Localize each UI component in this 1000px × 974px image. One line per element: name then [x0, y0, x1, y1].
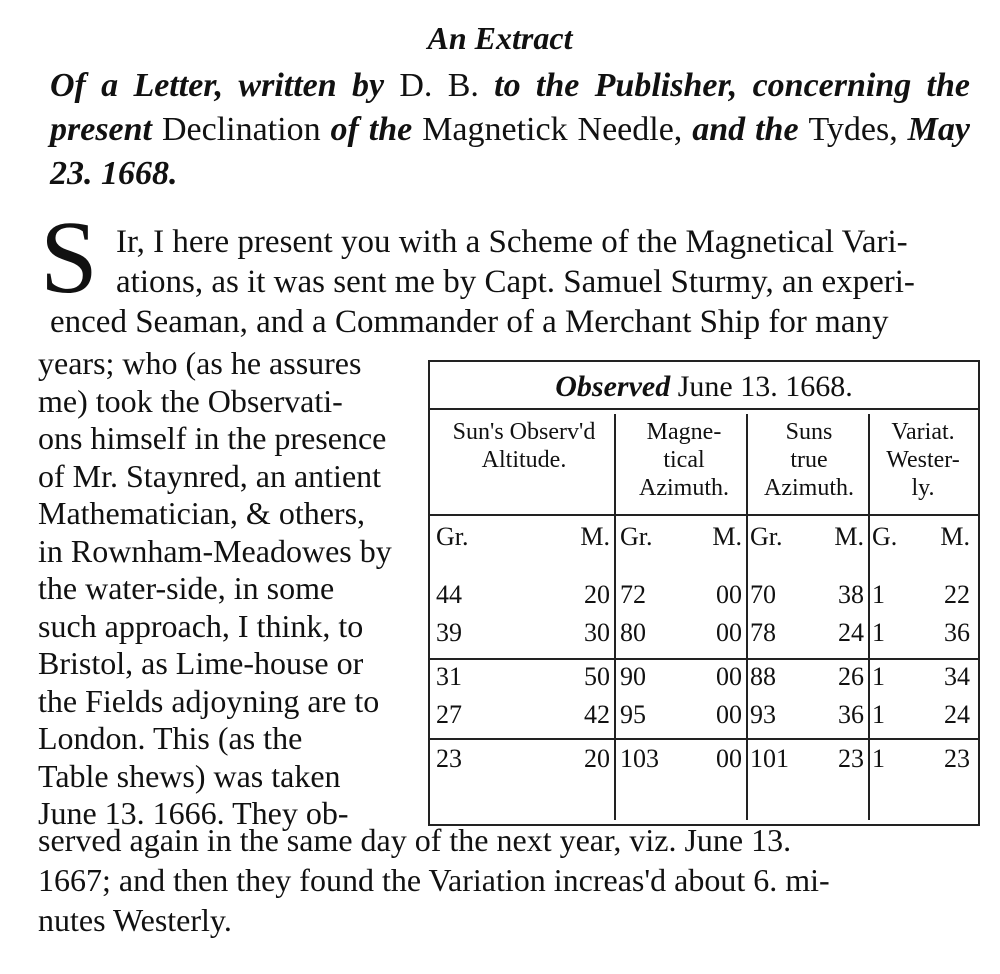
table-cell: 24	[944, 700, 970, 729]
table-cell: 27	[436, 700, 462, 729]
col-head-line: true	[790, 447, 828, 473]
table-cell: 93	[750, 700, 776, 729]
table-cell: 44	[436, 580, 462, 609]
table-cell: 88	[750, 662, 776, 691]
table-rule	[430, 514, 978, 516]
paragraph-left-column	[38, 345, 418, 833]
text-line: in Rownham-Meadowes by	[38, 532, 392, 569]
col-head-true-azimuth	[750, 418, 868, 502]
text-line: Ir, I here present you with a Scheme of the Magnetical Vari-	[116, 224, 908, 260]
table-cell: 00	[716, 618, 742, 647]
table-cell: 00	[716, 744, 742, 773]
table-title-date: June 13. 1668.	[670, 370, 853, 403]
text-line: years; who (as he assures	[38, 345, 362, 381]
heading-part-5: of the	[320, 111, 423, 148]
text-line: the Fields adjoyning are to	[38, 682, 380, 719]
heading-part-6: Magnetick Needle,	[422, 111, 683, 148]
table-cell: 1	[872, 744, 885, 773]
paragraph-opening	[116, 222, 978, 302]
table-cell: 23	[944, 744, 970, 773]
table-cell: 50	[584, 662, 610, 691]
table-title	[430, 370, 978, 404]
drop-cap: S	[40, 200, 98, 315]
unit-head: M.	[834, 522, 864, 551]
table-cell: 78	[750, 618, 776, 647]
heading-part-7: and the	[682, 111, 809, 148]
table-rule	[430, 658, 978, 660]
table-title-italic: Observed	[555, 370, 671, 403]
table-cell: 00	[716, 580, 742, 609]
table-cell: 90	[620, 662, 646, 691]
table-cell: 1	[872, 662, 885, 691]
col-head-line: Sun's Observ'd	[452, 419, 596, 445]
observation-table	[428, 360, 980, 826]
col-head-line: Azimuth.	[639, 475, 729, 501]
table-cell: 26	[838, 662, 864, 691]
text-line: me) took the Observati-	[38, 382, 343, 419]
table-cell: 36	[838, 700, 864, 729]
table-cell: 101	[750, 744, 789, 773]
unit-head: M.	[580, 522, 610, 551]
col-head-altitude	[434, 418, 614, 474]
paragraph-closing	[38, 820, 978, 940]
heading-part-1: Of a Letter, written by	[50, 67, 400, 104]
text-line: ations, as it was sent me by Capt. Samuel Sturmy, an experi-	[116, 264, 915, 300]
text-line: such approach, I think, to	[38, 607, 364, 644]
table-cell: 80	[620, 618, 646, 647]
text-line: June 13. 1666. They ob-	[38, 795, 349, 831]
table-cell: 103	[620, 744, 659, 773]
table-column-rule	[746, 414, 748, 820]
col-head-line: Wester-	[886, 447, 960, 473]
table-cell: 00	[716, 700, 742, 729]
table-cell: 95	[620, 700, 646, 729]
table-cell: 36	[944, 618, 970, 647]
col-head-line: Azimuth.	[764, 475, 854, 501]
col-head-line: Magne-	[646, 419, 722, 445]
text-line: served again in the same day of the next year, viz. June 13.	[38, 822, 792, 858]
table-cell: 20	[584, 580, 610, 609]
table-cell: 30	[584, 618, 610, 647]
table-cell: 20	[584, 744, 610, 773]
table-cell: 34	[944, 662, 970, 691]
table-cell: 23	[838, 744, 864, 773]
col-head-line: Suns	[785, 419, 833, 445]
unit-head: G.	[872, 522, 898, 551]
table-cell: 24	[838, 618, 864, 647]
text-line: Table shews) was taken	[38, 757, 341, 794]
col-head-line: Variat.	[891, 419, 955, 445]
table-cell: 00	[716, 662, 742, 691]
table-cell: 1	[872, 580, 885, 609]
col-head-line: Altitude.	[481, 447, 567, 473]
table-cell: 38	[838, 580, 864, 609]
table-cell: 23	[436, 744, 462, 773]
text-line: Mathematician, & others,	[38, 495, 366, 531]
text-line: enced Seaman, and a Commander of a Merchant Ship for many	[50, 304, 889, 340]
table-rule	[430, 738, 978, 740]
col-head-variation	[872, 418, 974, 502]
table-cell: 22	[944, 580, 970, 609]
text-line: nutes Westerly.	[38, 902, 232, 938]
text-line: of Mr. Staynred, an antient	[38, 457, 382, 494]
heading-part-4: Declination	[161, 111, 321, 148]
table-cell: 1	[872, 700, 885, 729]
table-cell: 70	[750, 580, 776, 609]
unit-head: Gr.	[620, 522, 653, 551]
heading-part-9: May 23. 1668.	[50, 111, 971, 192]
text-line: ons himself in the presence	[38, 420, 387, 456]
table-column-rule	[868, 414, 870, 820]
text-line: 1667; and then they found the Variation increas'd about 6. mi-	[38, 862, 830, 898]
unit-head: M.	[712, 522, 742, 551]
col-head-line: tical	[663, 447, 705, 473]
heading-part-3: to the Publisher, concerning the present	[50, 67, 970, 148]
col-head-line: ly.	[911, 475, 935, 501]
unit-head: M.	[940, 522, 970, 551]
text-line: London. This (as the	[38, 720, 303, 756]
table-cell: 72	[620, 580, 646, 609]
table-cell: 31	[436, 662, 462, 691]
unit-head: Gr.	[436, 522, 469, 551]
col-head-magnetical-azimuth	[620, 418, 748, 502]
table-cell: 1	[872, 618, 885, 647]
text-line: the water-side, in some	[38, 570, 335, 606]
document-title: An Extract	[427, 20, 573, 56]
table-column-rule	[614, 414, 616, 820]
table-rule	[430, 408, 978, 410]
letter-heading	[50, 64, 970, 196]
heading-part-8: Tydes,	[808, 111, 898, 148]
heading-part-2: D. B.	[399, 67, 479, 104]
table-cell: 39	[436, 618, 462, 647]
table-cell: 42	[584, 700, 610, 729]
unit-head: Gr.	[750, 522, 783, 551]
text-line: Bristol, as Lime-house or	[38, 645, 364, 681]
